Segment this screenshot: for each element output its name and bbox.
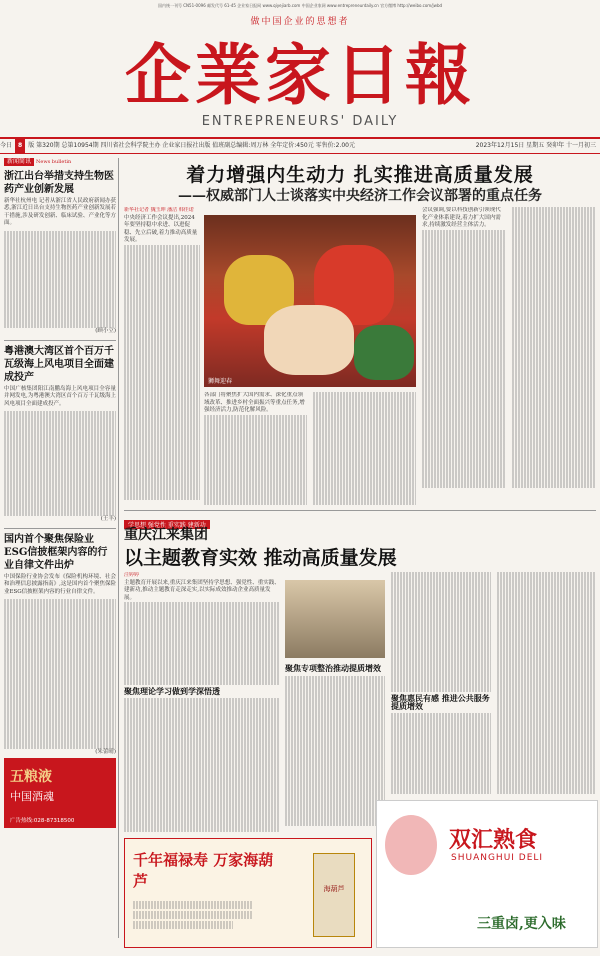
issue-info: 第320期 总第10954期 四川省社会科学院主办 企业家日报社出版 值班副总编辑:周万林 全年定价:450元 零售价:2.00元	[36, 142, 356, 149]
ad-slogan-right: 三重卤,更入味	[477, 916, 566, 932]
lead-headline[interactable]: 着力增强内生动力 扎实推进高质量发展	[186, 164, 534, 186]
second-column-3	[391, 572, 596, 794]
sidebar-story-body: 新华社杭州电 记者从浙江省人民政府新闻办获悉,浙江近日出台支持生物医药产业创新发展若干措施,涉及研发创新、临床试验、产业化等方面。	[4, 197, 116, 226]
ad-brand-right-en: SHUANGHUI DELI	[451, 853, 544, 863]
pig-mascot-icon	[385, 815, 437, 875]
lead-byline: 新华社记者 魏玉坤 潘洁 韩佳诺	[124, 207, 194, 213]
second-subhead-3: 聚焦惠民有感 推进公共服务提质增效	[391, 693, 490, 711]
masthead-english: ENTREPRENEURS' DAILY	[201, 114, 399, 129]
ad-title: 千年福禄寿 万家海葫芦	[133, 851, 274, 890]
lead-column-below-photo	[204, 392, 416, 507]
second-subhead-2: 聚焦专项整治推动提质增效	[285, 663, 381, 673]
news-bulletin-tag-en: News bulletin	[36, 159, 72, 165]
sidebar-story-body: 中国保险行业协会发布《保险机构环境、社会和治理信息披露指南》,这是国内首个聚焦保险业ESG信披框架内容的行业自律文件。	[4, 573, 116, 595]
second-column-2	[285, 662, 385, 832]
sidebar-story-credit: (顾小立)	[95, 328, 116, 334]
lead-subhead: ——权威部门人士谈落实中央经济工作会议部署的重点任务	[178, 188, 542, 204]
sidebar-story-title[interactable]: 国内首个聚焦保险业ESG信披框架内容的行业自律文件出炉	[4, 533, 108, 571]
news-bulletin-tag: 新闻简讯	[4, 158, 34, 166]
page-count-badge: 8	[15, 139, 25, 153]
lead-photo	[204, 215, 416, 387]
second-story-subtitle[interactable]: 以主题教育实效 推动高质量发展	[124, 547, 397, 569]
wuliangye-ad[interactable]	[4, 758, 116, 828]
lead-col3-text: 各部门将聚焦扩大国内需求、深化重点领域改革、推进乡村全面振兴等重点任务,增强经济活力,防范化解风险。	[204, 392, 305, 413]
page-unit: 版	[28, 142, 35, 149]
ad-brand-right: 双汇熟食	[449, 827, 538, 853]
sidebar-story-credit: (朱蕾晴)	[95, 749, 116, 755]
second-column-1	[124, 572, 280, 832]
hailulu-ad[interactable]	[124, 838, 372, 948]
slogan: 做中国企业的思想者	[250, 17, 350, 27]
ad-bottle: 海葫芦	[313, 853, 355, 937]
ad-hotline: 广告热线:028-87318500	[10, 818, 75, 824]
lead-col1-text: 中央经济工作会议提出,2024年要坚持稳中求进、以进促稳、先立后破,着力推动高质量发展。	[124, 214, 198, 243]
sidebar-story-credit: (王丰)	[100, 516, 116, 522]
sidebar-story-title[interactable]: 浙江出台举措支持生物医药产业创新发展	[4, 170, 114, 195]
ad-slogan: 中国酒魂	[10, 790, 54, 803]
second-byline: 汪婷婷	[124, 572, 140, 578]
second-photo	[285, 580, 385, 658]
shuanghui-ad[interactable]	[376, 800, 598, 948]
masthead: 企業家日報	[125, 36, 475, 114]
today-label: 今日	[0, 142, 13, 149]
lead-col4-text: 会议强调,要以科技创新引领现代化产业体系建设,着力扩大国内需求,持续激发经营主体活力。	[422, 207, 501, 228]
second-subhead-1: 聚焦理论学习做到学深悟透	[124, 685, 220, 696]
sidebar-story-body: 中国广核集团阳江南鹏岛海上风电项目全容量并网发电,为粤港澳大湾区首个百万千瓦级海上风电项目全面建成投产。	[4, 385, 116, 407]
second-story-title[interactable]: 重庆江来集团	[124, 527, 208, 543]
info-bar	[0, 137, 600, 154]
ad-brand: 五粮液	[10, 769, 52, 785]
sidebar-story-title[interactable]: 粤港澳大湾区首个百万千瓦级海上风电项目全面建成投产	[4, 345, 114, 383]
top-info-strip: 国内统一刊号 CN51-0096 邮发代号 61-45 企业家日报网 www.qiyejiarb.com 中国企业家网 www.entrepreneurdaily.cn 官方微博 http://weibo.com/jwbd	[157, 3, 443, 8]
section-tag-label: 学思想 强党性 重实践 建新功	[124, 520, 210, 529]
lead-photo-caption: 狮舞迎春	[208, 378, 233, 385]
lead-column-right	[422, 207, 596, 507]
lead-column-1	[124, 207, 200, 507]
issue-date: 2023年12月15日 星期五 癸卯年 十一月初三	[475, 142, 596, 149]
second-text: 主题教育开展以来,重庆江来集团坚持学思想、强党性、重实践、建新功,推动主题教育走深走实,以实际成效推动企业高质量发展。	[124, 579, 280, 601]
